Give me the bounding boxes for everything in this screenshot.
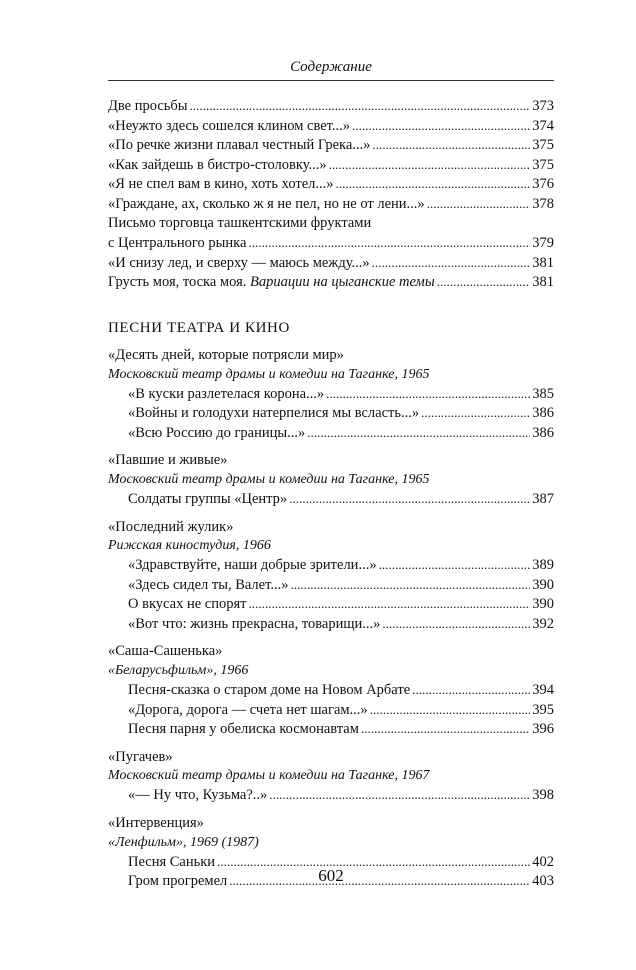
dot-leader xyxy=(248,594,530,614)
entry-title: Песня Саньки xyxy=(128,853,216,870)
entry-title: «Неужто здесь сошелся клином свет...» xyxy=(108,117,351,134)
toc-entry xyxy=(108,555,554,575)
entry-page: 376 xyxy=(532,176,554,193)
toc-entry xyxy=(108,403,554,423)
entry-title: О вкусах не спорят xyxy=(128,596,247,613)
entry-page: 374 xyxy=(532,117,554,134)
dot-leader xyxy=(412,680,530,700)
entry-page: 379 xyxy=(532,235,554,252)
entry-title: «Здравствуйте, наши добрые зрители...» xyxy=(128,557,377,574)
group-title: «Десять дней, которые потрясли мир» xyxy=(108,346,344,363)
group-title: «Саша-Сашенька» xyxy=(108,643,223,660)
dot-leader xyxy=(190,96,531,116)
entry-page: 387 xyxy=(532,490,554,507)
group-subtitle: Рижская киностудия, 1966 xyxy=(108,538,271,554)
dot-leader xyxy=(307,423,530,443)
group-title: «Интервенция» xyxy=(108,815,204,832)
dot-leader xyxy=(427,194,531,214)
toc-entry xyxy=(108,594,554,614)
entry-title: с Центрального рынка xyxy=(108,235,247,252)
entry-title xyxy=(108,273,435,293)
dot-leader xyxy=(372,253,531,273)
toc-entry xyxy=(108,423,554,443)
entry-title: «Здесь сидел ты, Валет...» xyxy=(128,576,289,593)
group-title: «Последний жулик» xyxy=(108,518,234,535)
toc-entry xyxy=(108,700,554,720)
entry-title: Солдаты группы «Центр» xyxy=(128,490,288,507)
entry-title: «Как зайдешь в бистро-столовку...» xyxy=(108,156,327,173)
group-subtitle: «Ленфильм», 1969 (1987) xyxy=(108,834,259,850)
entry-title: Песня парня у обелиска космонавтам xyxy=(128,721,359,738)
group-subtitle: Московский театр драмы и комедии на Таганке, 1965 xyxy=(108,366,430,382)
group-title: «Павшие и живые» xyxy=(108,452,228,469)
dot-leader xyxy=(336,174,531,194)
toc-entry xyxy=(108,614,554,634)
entry-title: Две просьбы xyxy=(108,98,188,114)
toc-entry xyxy=(108,155,554,175)
dot-leader xyxy=(248,233,530,253)
dot-leader xyxy=(352,116,530,136)
running-header: Содержание xyxy=(290,59,372,75)
dot-leader xyxy=(370,700,531,720)
toc-entry xyxy=(108,785,554,805)
section-heading: ПЕСНИ ТЕАТРА И КИНО xyxy=(108,319,290,336)
dot-leader xyxy=(329,155,531,175)
group-title: «Пугачев» xyxy=(108,748,173,765)
entry-page: 373 xyxy=(532,98,554,114)
entry-title: «Дорога, дорога — счета нет шагам...» xyxy=(128,701,368,718)
dot-leader xyxy=(290,575,530,595)
entry-title: Гром прогремел xyxy=(128,873,228,890)
dot-leader xyxy=(437,272,531,292)
dot-leader xyxy=(421,403,530,423)
entry-page: 392 xyxy=(532,615,554,632)
entry-page: 390 xyxy=(532,576,554,593)
entry-page: 390 xyxy=(532,596,554,613)
entry-page: 389 xyxy=(532,557,554,574)
entry-page: 398 xyxy=(532,787,554,804)
toc-entry xyxy=(108,680,554,700)
toc-entry xyxy=(108,96,554,116)
entry-title-italic: Вариации на цыганские темы xyxy=(250,274,435,291)
entry-page: 385 xyxy=(532,385,554,402)
entry-page: 381 xyxy=(532,274,554,291)
header-rule xyxy=(108,80,554,81)
toc-entry xyxy=(108,253,554,273)
entry-title: «В куски разлетелася корона...» xyxy=(128,385,325,402)
entry-page: 395 xyxy=(532,701,554,718)
entry-page: 381 xyxy=(532,254,554,271)
entry-title-roman: Грусть моя, тоска моя. xyxy=(108,274,247,291)
toc-group xyxy=(108,346,554,442)
toc-entry xyxy=(108,194,554,214)
dot-leader xyxy=(326,384,530,404)
entry-title: «Всю Россию до границы...» xyxy=(128,424,306,441)
dot-leader xyxy=(379,555,531,575)
group-subtitle: «Беларусьфильм», 1966 xyxy=(108,663,249,679)
page-number: 602 xyxy=(318,866,344,885)
entry-title: «Вот что: жизнь прекрасна, товарищи...» xyxy=(128,615,381,632)
group-subtitle: Московский театр драмы и комедии на Таганке, 1965 xyxy=(108,471,430,487)
entry-title: Песня-сказка о старом доме на Новом Арбате xyxy=(128,682,411,699)
entry-page: 394 xyxy=(532,682,554,699)
toc-entry xyxy=(108,116,554,136)
dot-leader xyxy=(382,614,530,634)
toc-entry xyxy=(108,174,554,194)
toc-group xyxy=(108,518,554,634)
entry-title: «Я не спел вам в кино, хоть хотел...» xyxy=(108,176,334,193)
entry-page: 396 xyxy=(532,721,554,738)
dot-leader xyxy=(361,719,530,739)
toc-entry xyxy=(108,489,554,509)
entry-title: «По речке жизни плавал честный Грека...» xyxy=(108,137,371,154)
toc-entry xyxy=(108,272,554,292)
entry-page: 375 xyxy=(532,156,554,173)
group-subtitle: Московский театр драмы и комедии на Таганке, 1967 xyxy=(108,768,430,784)
entry-page: 375 xyxy=(532,137,554,154)
dot-leader xyxy=(372,135,530,155)
toc-entry xyxy=(108,384,554,404)
entry-title-line: Письмо торговца ташкентскими фруктами xyxy=(108,214,372,231)
entry-title: «Войны и голодухи натерпелися мы всласть...» xyxy=(128,405,420,422)
table-of-contents xyxy=(108,96,554,891)
entry-page: 386 xyxy=(532,405,554,422)
entry-title: «И снизу лед, и сверху — маюсь между...» xyxy=(108,254,370,271)
dot-leader xyxy=(289,489,530,509)
entry-page: 402 xyxy=(532,853,554,870)
toc-entry xyxy=(108,233,554,253)
toc-entry xyxy=(108,575,554,595)
toc-group xyxy=(108,748,554,805)
entry-page: 403 xyxy=(532,873,554,890)
entry-title: «— Ну что, Кузьма?..» xyxy=(128,787,268,804)
dot-leader xyxy=(269,785,530,805)
toc-entry xyxy=(108,719,554,739)
entry-page: 378 xyxy=(532,195,554,212)
entry-title: «Граждане, ах, сколько ж я не пел, но не от лени...» xyxy=(108,195,425,212)
toc-entry xyxy=(108,135,554,155)
toc-group xyxy=(108,451,554,508)
toc-group xyxy=(108,642,554,738)
entry-page: 386 xyxy=(532,424,554,441)
